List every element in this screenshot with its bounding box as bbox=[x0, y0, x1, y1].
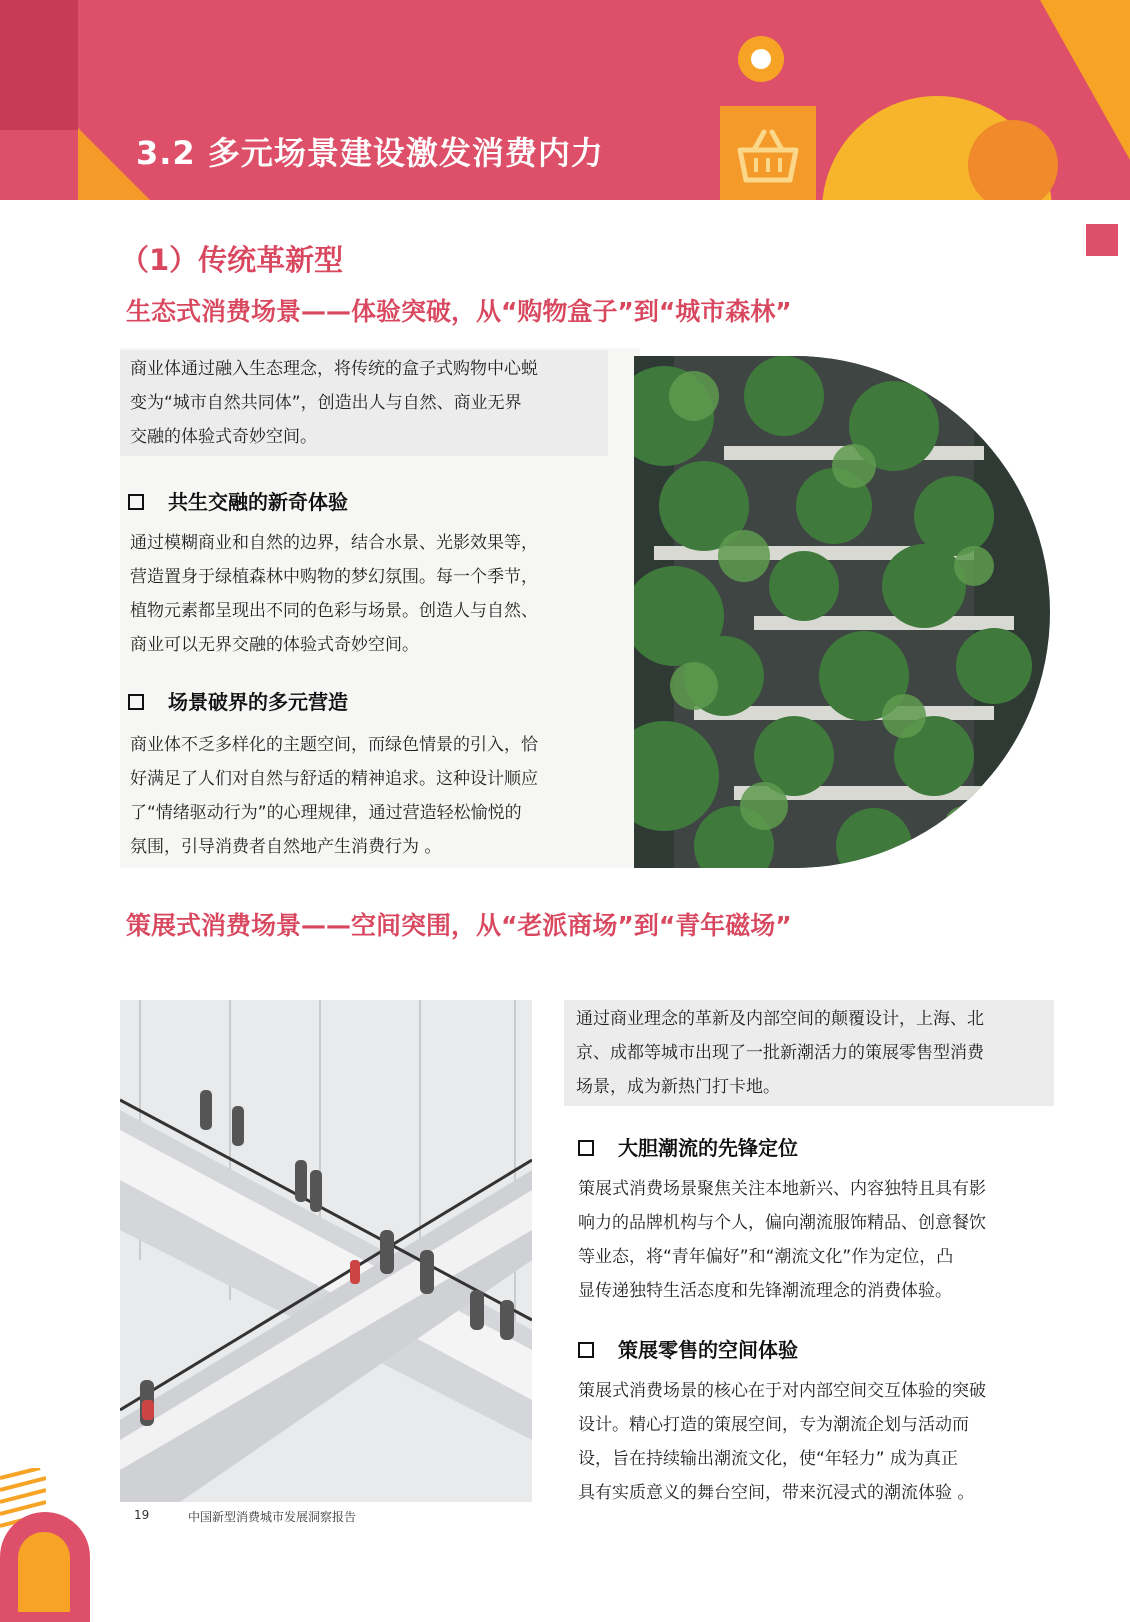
checkbox-square-icon bbox=[128, 694, 144, 710]
block1-point1-title bbox=[128, 486, 348, 515]
block2-title: 策展式消费场景——空间突围，从“老派商场”到“青年磁场” bbox=[126, 911, 792, 940]
block2-point2-text bbox=[578, 1374, 1058, 1510]
block2-point1-title bbox=[578, 1132, 798, 1161]
point-title-text: 共生交融的新奇体验 bbox=[168, 490, 348, 514]
intro-line: 商业体通过融入生态理念，将传统的盒子式购物中心蜕 bbox=[130, 359, 538, 379]
vertical-forest-photo bbox=[634, 356, 1054, 868]
footer-report-title: 中国新型消费城市发展洞察报告 bbox=[188, 1510, 357, 1524]
section-heading: （1）传统革新型 bbox=[120, 243, 344, 277]
checkbox-square-icon bbox=[578, 1342, 594, 1358]
intro-line: 通过商业理念的革新及内部空间的颠覆设计，上海、北 bbox=[576, 1009, 984, 1029]
block1-point2-title bbox=[128, 686, 348, 715]
paragraph-line: 策展式消费场景聚焦关注本地新兴、内容独特且具有影 bbox=[578, 1179, 986, 1199]
block2-intro bbox=[564, 1000, 1054, 1106]
paragraph-line: 策展式消费场景的核心在于对内部空间交互体验的突破 bbox=[578, 1381, 986, 1401]
point-title-text: 策展零售的空间体验 bbox=[618, 1338, 798, 1362]
checkbox-square-icon bbox=[578, 1140, 594, 1156]
paragraph-line: 商业体不乏多样化的主题空间，而绿色情景的引入，恰 bbox=[130, 735, 538, 755]
paragraph-line: 响力的品牌机构与个人，偏向潮流服饰精品、创意餐饮 bbox=[578, 1213, 986, 1233]
intro-line: 场景，成为新热门打卡地。 bbox=[576, 1077, 780, 1097]
paragraph-line: 好满足了人们对自然与舒适的精神追求。这种设计顺应 bbox=[130, 769, 538, 789]
block1-point1-text bbox=[130, 526, 610, 662]
intro-line: 京、成都等城市出现了一批新潮活力的策展零售型消费 bbox=[576, 1043, 984, 1063]
shopping-bag-icon bbox=[18, 1532, 70, 1612]
paragraph-line: 氛围，引导消费者自然地产生消费行为 。 bbox=[130, 837, 442, 857]
paragraph-line: 了“情绪驱动行为”的心理规律，通过营造轻松愉悦的 bbox=[130, 803, 522, 823]
point-title-text: 大胆潮流的先锋定位 bbox=[618, 1136, 798, 1160]
corner-triangle-decoration bbox=[1040, 0, 1130, 160]
paragraph-line: 显传递独特生活态度和先锋潮流理念的消费体验。 bbox=[578, 1281, 952, 1301]
banner-decoration-block bbox=[0, 0, 78, 130]
intro-line: 变为“城市自然共同体”，创造出人与自然、商业无界 bbox=[130, 393, 522, 413]
header-banner bbox=[0, 0, 1130, 200]
block1-point2-text bbox=[130, 728, 610, 864]
page-number: 19 bbox=[134, 1508, 150, 1522]
ring-decoration bbox=[738, 36, 784, 82]
point-title-text: 场景破界的多元营造 bbox=[168, 690, 348, 714]
escalator-photo bbox=[120, 1000, 532, 1502]
paragraph-line: 等业态，将“青年偏好”和“潮流文化”作为定位，凸 bbox=[578, 1247, 954, 1267]
block1-intro bbox=[120, 350, 608, 456]
block2-point1-text bbox=[578, 1172, 1058, 1308]
page-title: 3.2 多元场景建设激发消费内力 bbox=[136, 134, 604, 172]
intro-line: 交融的体验式奇妙空间。 bbox=[130, 427, 317, 447]
block1-title: 生态式消费场景——体验突破，从“购物盒子”到“城市森林” bbox=[126, 297, 792, 326]
paragraph-line: 植物元素都呈现出不同的色彩与场景。创造人与自然、 bbox=[130, 601, 538, 621]
paragraph-line: 通过模糊商业和自然的边界，结合水景、光影效果等， bbox=[130, 533, 538, 553]
basket-icon-box bbox=[720, 106, 816, 200]
paragraph-line: 商业可以无界交融的体验式奇妙空间。 bbox=[130, 635, 419, 655]
paragraph-line: 具有实质意义的舞台空间，带来沉浸式的潮流体验 。 bbox=[578, 1483, 975, 1503]
block2-point2-title bbox=[578, 1334, 798, 1363]
paragraph-line: 设计。精心打造的策展空间，专为潮流企划与活动而 bbox=[578, 1415, 969, 1435]
paragraph-line: 营造置身于绿植森林中购物的梦幻氛围。每一个季节， bbox=[130, 567, 538, 587]
corner-square-decoration bbox=[1086, 224, 1118, 256]
checkbox-square-icon bbox=[128, 494, 144, 510]
paragraph-line: 设，旨在持续输出潮流文化，使“年轻力” 成为真正 bbox=[578, 1449, 959, 1469]
shopping-basket-icon bbox=[720, 106, 816, 200]
